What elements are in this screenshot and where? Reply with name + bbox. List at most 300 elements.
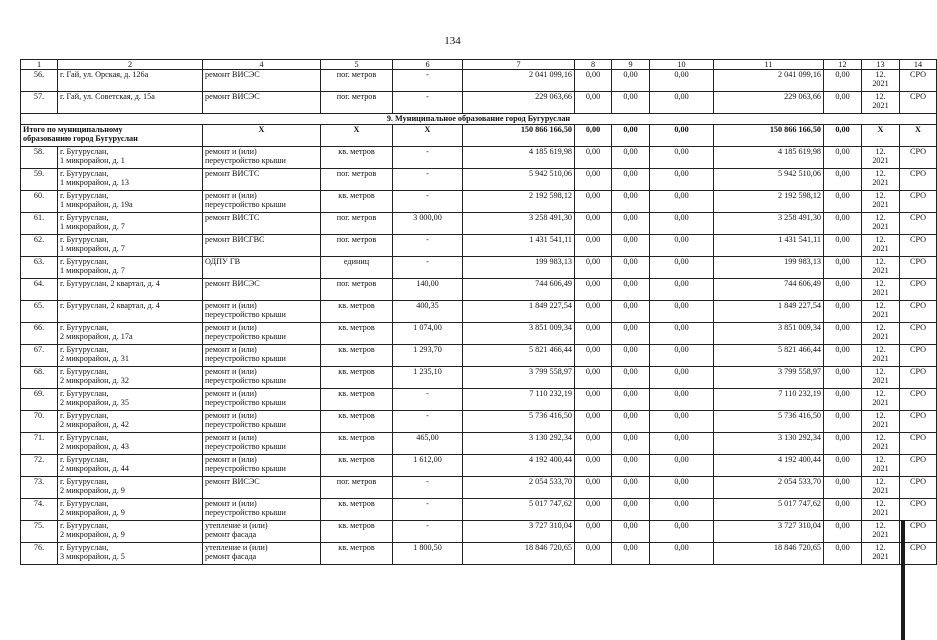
source-cell: СРО [900, 213, 937, 235]
deadline-line: 12. [875, 235, 886, 244]
address-cell [58, 147, 203, 169]
col8-cell: 0,00 [575, 367, 612, 389]
header-cell: 6 [393, 60, 463, 70]
work-type-cell [203, 169, 321, 191]
quantity-cell: - [393, 389, 463, 411]
deadline-line: 2021 [872, 464, 889, 473]
quantity-cell: 465,00 [393, 433, 463, 455]
unit-cell: кв. метров [321, 455, 393, 477]
address-line: г. Бугуруслан, [60, 345, 109, 354]
address-cell [58, 521, 203, 543]
address-cell [58, 213, 203, 235]
table-row [21, 323, 937, 345]
work-type-line: переустройство крыши [205, 156, 286, 165]
col11-cell: 5 821 466,44 [714, 345, 824, 367]
col12-cell: 0,00 [824, 521, 862, 543]
total-cost-cell: 3 258 491,30 [463, 213, 575, 235]
total-cost-cell: 3 727 310,04 [463, 521, 575, 543]
unit-cell: пог. метров [321, 279, 393, 301]
source-cell: СРО [900, 477, 937, 499]
unit-cell: пог. метров [321, 70, 393, 92]
col11-cell: 3 851 009,34 [714, 323, 824, 345]
col12-cell: 0,00 [824, 345, 862, 367]
address-line: г. Бугуруслан, [60, 477, 109, 486]
col9-cell: 0,00 [612, 191, 650, 213]
row-number: 64. [21, 279, 58, 301]
col10-cell: 0,00 [650, 389, 714, 411]
address-line: г. Бугуруслан, [60, 191, 109, 200]
col11-cell: 1 849 227,54 [714, 301, 824, 323]
work-type-line: переустройство крыши [205, 398, 286, 407]
table-row [21, 345, 937, 367]
address-line: г. Бугуруслан, [60, 323, 109, 332]
quantity-cell: - [393, 92, 463, 114]
col8-cell: 0,00 [575, 411, 612, 433]
col12-cell: 0,00 [824, 191, 862, 213]
deadline-cell [862, 70, 900, 92]
source-cell: СРО [900, 279, 937, 301]
source-cell: СРО [900, 191, 937, 213]
deadline-line: 12. [875, 367, 886, 376]
col8-cell: 0,00 [575, 543, 612, 565]
address-line: г. Бугуруслан, [60, 499, 109, 508]
address-cell [58, 345, 203, 367]
col9-cell: 0,00 [612, 543, 650, 565]
col9-cell: 0,00 [612, 323, 650, 345]
deadline-line: 2021 [872, 178, 889, 187]
total-cost-cell: 3 130 292,34 [463, 433, 575, 455]
quantity-cell: - [393, 169, 463, 191]
address-cell [58, 411, 203, 433]
deadline-cell [862, 411, 900, 433]
col10-cell: 0,00 [650, 345, 714, 367]
work-type-line: переустройство крыши [205, 464, 286, 473]
deadline-cell [862, 235, 900, 257]
row-number: 58. [21, 147, 58, 169]
work-type-line: ремонт ВИСЭС [205, 70, 260, 79]
deadline-cell [862, 92, 900, 114]
deadline-line: 12. [875, 279, 886, 288]
col9-cell: 0,00 [612, 92, 650, 114]
total-cost-cell: 5 821 466,44 [463, 345, 575, 367]
deadline-cell [862, 213, 900, 235]
total-cost-cell: 1 849 227,54 [463, 301, 575, 323]
deadline-line: 2021 [872, 486, 889, 495]
header-cell: 14 [900, 60, 937, 70]
address-line: 2 микрорайон, д. 9 [60, 508, 125, 517]
unit-cell: пог. метров [321, 169, 393, 191]
total-cost-cell: 229 063,66 [463, 92, 575, 114]
deadline-line: 12. [875, 70, 886, 79]
address-line: 2 микрорайон, д. 9 [60, 530, 125, 539]
col12-cell: 0,00 [824, 543, 862, 565]
address-line: г. Гай, ул. Орская, д. 126а [60, 70, 149, 79]
quantity-cell: - [393, 477, 463, 499]
source-cell: СРО [900, 411, 937, 433]
col9-cell: 0,00 [612, 345, 650, 367]
work-type-cell [203, 477, 321, 499]
work-type-cell [203, 92, 321, 114]
capital-repair-table [20, 59, 937, 565]
address-cell [58, 279, 203, 301]
col12-cell: 0,00 [824, 213, 862, 235]
col8-cell: 0,00 [575, 345, 612, 367]
deadline-line: 2021 [872, 442, 889, 451]
deadline-line: 2021 [872, 200, 889, 209]
col12-cell: 0,00 [824, 235, 862, 257]
quantity-cell: - [393, 70, 463, 92]
deadline-cell [862, 389, 900, 411]
address-cell [58, 301, 203, 323]
source-cell: СРО [900, 543, 937, 565]
unit-cell: пог. метров [321, 92, 393, 114]
source-cell: СРО [900, 92, 937, 114]
source-cell: СРО [900, 169, 937, 191]
work-type-line: ОДПУ ГВ [205, 257, 241, 266]
work-type-line: ремонт фасада [205, 530, 257, 539]
address-line: г. Бугуруслан, [60, 169, 109, 178]
total-c11: 150 866 166,50 [714, 125, 824, 147]
work-type-cell [203, 301, 321, 323]
address-cell [58, 235, 203, 257]
col9-cell: 0,00 [612, 455, 650, 477]
total-cost-cell: 2 192 598,12 [463, 191, 575, 213]
row-number: 62. [21, 235, 58, 257]
work-type-cell [203, 455, 321, 477]
row-number: 59. [21, 169, 58, 191]
address-cell [58, 169, 203, 191]
work-type-line: переустройство крыши [205, 508, 286, 517]
work-type-line: ремонт и (или) [205, 411, 257, 420]
total-cost-cell: 5 736 416,50 [463, 411, 575, 433]
col9-cell: 0,00 [612, 411, 650, 433]
row-number: 56. [21, 70, 58, 92]
header-cell: 9 [612, 60, 650, 70]
col8-cell: 0,00 [575, 235, 612, 257]
address-cell [58, 477, 203, 499]
row-number: 61. [21, 213, 58, 235]
address-cell [58, 92, 203, 114]
table-row [21, 147, 937, 169]
unit-cell: кв. метров [321, 389, 393, 411]
source-cell: СРО [900, 235, 937, 257]
deadline-line: 2021 [872, 508, 889, 517]
quantity-cell: - [393, 147, 463, 169]
col11-cell: 5 736 416,50 [714, 411, 824, 433]
col9-cell: 0,00 [612, 147, 650, 169]
total-cost-cell: 4 185 619,98 [463, 147, 575, 169]
total-cost-cell: 4 192 400,44 [463, 455, 575, 477]
table-row [21, 92, 937, 114]
total-label-line-1: Итого по муниципальному [23, 125, 123, 134]
row-number: 73. [21, 477, 58, 499]
col12-cell: 0,00 [824, 169, 862, 191]
work-type-line: ремонт и (или) [205, 367, 257, 376]
source-cell: СРО [900, 499, 937, 521]
col11-cell: 2 192 598,12 [714, 191, 824, 213]
address-line: 2 микрорайон, д. 44 [60, 464, 129, 473]
page-number: 134 [444, 35, 461, 47]
unit-cell: пог. метров [321, 477, 393, 499]
address-line: г. Бугуруслан, [60, 389, 109, 398]
deadline-line: 12. [875, 213, 886, 222]
deadline-line: 12. [875, 411, 886, 420]
work-type-cell [203, 235, 321, 257]
deadline-line: 12. [875, 169, 886, 178]
total-sum: 150 866 166,50 [463, 125, 575, 147]
address-cell [58, 257, 203, 279]
address-cell [58, 543, 203, 565]
deadline-line: 12. [875, 521, 886, 530]
header-cell: 10 [650, 60, 714, 70]
address-line: г. Бугуруслан, [60, 543, 109, 552]
deadline-line: 12. [875, 477, 886, 486]
deadline-line: 2021 [872, 288, 889, 297]
address-line: г. Бугуруслан, 2 квартал, д. 4 [60, 279, 160, 288]
unit-cell: пог. метров [321, 213, 393, 235]
col10-cell: 0,00 [650, 92, 714, 114]
table-row [21, 389, 937, 411]
col9-cell: 0,00 [612, 257, 650, 279]
work-type-line: ремонт ВИСЭС [205, 477, 260, 486]
deadline-line: 2021 [872, 101, 889, 110]
col12-cell: 0,00 [824, 433, 862, 455]
col9-cell: 0,00 [612, 389, 650, 411]
quantity-cell: - [393, 191, 463, 213]
deadline-cell [862, 169, 900, 191]
col9-cell: 0,00 [612, 213, 650, 235]
unit-cell: кв. метров [321, 411, 393, 433]
col10-cell: 0,00 [650, 521, 714, 543]
deadline-line: 12. [875, 345, 886, 354]
address-line: 3 микрорайон, д. 5 [60, 552, 125, 561]
deadline-cell [862, 455, 900, 477]
address-cell [58, 433, 203, 455]
unit-cell: кв. метров [321, 323, 393, 345]
col12-cell: 0,00 [824, 301, 862, 323]
table-row [21, 477, 937, 499]
col9-cell: 0,00 [612, 235, 650, 257]
address-line: г. Бугуруслан, [60, 213, 109, 222]
col11-cell: 3 258 491,30 [714, 213, 824, 235]
row-number: 65. [21, 301, 58, 323]
deadline-line: 12. [875, 191, 886, 200]
total-cost-cell: 2 054 533,70 [463, 477, 575, 499]
work-type-line: ремонт и (или) [205, 323, 257, 332]
deadline-line: 2021 [872, 244, 889, 253]
unit-cell: кв. метров [321, 191, 393, 213]
col8-cell: 0,00 [575, 301, 612, 323]
col10-cell: 0,00 [650, 367, 714, 389]
deadline-line: 12. [875, 389, 886, 398]
quantity-cell: - [393, 521, 463, 543]
col8-cell: 0,00 [575, 499, 612, 521]
row-number: 75. [21, 521, 58, 543]
work-type-line: ремонт и (или) [205, 191, 257, 200]
work-type-line: переустройство крыши [205, 442, 286, 451]
deadline-cell [862, 543, 900, 565]
address-line: г. Бугуруслан, [60, 257, 109, 266]
quantity-cell: 1 293,70 [393, 345, 463, 367]
total-label-line-2: образованию город Бугуруслан [23, 134, 138, 143]
address-line: г. Бугуруслан, [60, 367, 109, 376]
col11-cell: 7 110 232,19 [714, 389, 824, 411]
deadline-line: 2021 [872, 222, 889, 231]
col12-cell: 0,00 [824, 367, 862, 389]
header-cell: 7 [463, 60, 575, 70]
col10-cell: 0,00 [650, 279, 714, 301]
row-number: 70. [21, 411, 58, 433]
quantity-cell: 1 612,00 [393, 455, 463, 477]
total-qty: X [393, 125, 463, 147]
col12-cell: 0,00 [824, 92, 862, 114]
rows-before-section [21, 70, 937, 114]
address-line: г. Гай, ул. Советская, д. 15а [60, 92, 155, 101]
row-number: 57. [21, 92, 58, 114]
table-row [21, 433, 937, 455]
deadline-cell [862, 191, 900, 213]
quantity-cell: 140,00 [393, 279, 463, 301]
col8-cell: 0,00 [575, 70, 612, 92]
work-type-line: ремонт фасада [205, 552, 257, 561]
section-block [21, 114, 937, 147]
address-line: 2 микрорайон, д. 35 [60, 398, 129, 407]
col12-cell: 0,00 [824, 279, 862, 301]
deadline-line: 12. [875, 301, 886, 310]
total-cost-cell: 3 799 558,97 [463, 367, 575, 389]
deadline-line: 2021 [872, 354, 889, 363]
work-type-line: утепление и (или) [205, 543, 268, 552]
source-cell: СРО [900, 257, 937, 279]
table-row [21, 279, 937, 301]
col9-cell: 0,00 [612, 433, 650, 455]
total-c12: 0,00 [824, 125, 862, 147]
work-type-cell [203, 543, 321, 565]
total-c13: X [862, 125, 900, 147]
total-cost-cell: 7 110 232,19 [463, 389, 575, 411]
deadline-line: 2021 [872, 79, 889, 88]
col9-cell: 0,00 [612, 367, 650, 389]
header-cell: 13 [862, 60, 900, 70]
col9-cell: 0,00 [612, 301, 650, 323]
address-line: 2 микрорайон, д. 32 [60, 376, 129, 385]
work-type-line: ремонт и (или) [205, 345, 257, 354]
total-cost-cell: 744 606,49 [463, 279, 575, 301]
unit-cell: единиц [321, 257, 393, 279]
source-cell: СРО [900, 323, 937, 345]
col11-cell: 3 130 292,34 [714, 433, 824, 455]
col10-cell: 0,00 [650, 169, 714, 191]
deadline-line: 12. [875, 323, 886, 332]
col11-cell: 5 017 747,62 [714, 499, 824, 521]
header-row [21, 60, 937, 70]
col8-cell: 0,00 [575, 169, 612, 191]
unit-cell: кв. метров [321, 543, 393, 565]
deadline-line: 12. [875, 543, 886, 552]
col8-cell: 0,00 [575, 433, 612, 455]
deadline-line: 2021 [872, 156, 889, 165]
work-type-line: переустройство крыши [205, 332, 286, 341]
address-cell [58, 191, 203, 213]
col9-cell: 0,00 [612, 279, 650, 301]
deadline-line: 2021 [872, 530, 889, 539]
col8-cell: 0,00 [575, 455, 612, 477]
scan-edge-shadow [901, 520, 905, 640]
deadline-cell [862, 279, 900, 301]
col8-cell: 0,00 [575, 477, 612, 499]
table-row [21, 543, 937, 565]
deadline-line: 12. [875, 257, 886, 266]
col10-cell: 0,00 [650, 411, 714, 433]
source-cell: СРО [900, 301, 937, 323]
table-row [21, 521, 937, 543]
col10-cell: 0,00 [650, 477, 714, 499]
col12-cell: 0,00 [824, 389, 862, 411]
table-row [21, 191, 937, 213]
deadline-cell [862, 323, 900, 345]
col10-cell: 0,00 [650, 147, 714, 169]
col11-cell: 2 041 099,16 [714, 70, 824, 92]
source-cell: СРО [900, 521, 937, 543]
deadline-line: 2021 [872, 332, 889, 341]
col8-cell: 0,00 [575, 213, 612, 235]
table-row [21, 235, 937, 257]
address-line: г. Бугуруслан, 2 квартал, д. 4 [60, 301, 160, 310]
address-line: г. Бугуруслан, [60, 235, 109, 244]
work-type-cell [203, 499, 321, 521]
table-row [21, 301, 937, 323]
work-type-cell [203, 70, 321, 92]
unit-cell: пог. метров [321, 235, 393, 257]
row-number: 72. [21, 455, 58, 477]
col9-cell: 0,00 [612, 70, 650, 92]
deadline-line: 12. [875, 499, 886, 508]
col11-cell: 3 727 310,04 [714, 521, 824, 543]
col10-cell: 0,00 [650, 301, 714, 323]
source-cell: СРО [900, 147, 937, 169]
col9-cell: 0,00 [612, 499, 650, 521]
deadline-line: 2021 [872, 420, 889, 429]
rows-after-section [21, 147, 937, 565]
quantity-cell: - [393, 235, 463, 257]
address-line: 1 микрорайон, д. 7 [60, 244, 125, 253]
total-cost-cell: 5 017 747,62 [463, 499, 575, 521]
source-cell: СРО [900, 367, 937, 389]
header-cell: 5 [321, 60, 393, 70]
table-row [21, 70, 937, 92]
source-cell: СРО [900, 389, 937, 411]
work-type-cell [203, 191, 321, 213]
row-number: 74. [21, 499, 58, 521]
col8-cell: 0,00 [575, 191, 612, 213]
address-line: 1 микрорайон, д. 1 [60, 156, 125, 165]
deadline-cell [862, 367, 900, 389]
address-line: 1 микрорайон, д. 7 [60, 266, 125, 275]
table-row [21, 455, 937, 477]
deadline-cell [862, 147, 900, 169]
work-type-line: ремонт ВИСЭС [205, 92, 260, 101]
address-line: г. Бугуруслан, [60, 433, 109, 442]
address-line: 1 микрорайон, д. 13 [60, 178, 129, 187]
deadline-line: 12. [875, 147, 886, 156]
col8-cell: 0,00 [575, 279, 612, 301]
col11-cell: 3 799 558,97 [714, 367, 824, 389]
work-type-cell [203, 323, 321, 345]
work-type-line: ремонт ВИСГВС [205, 235, 265, 244]
row-number: 63. [21, 257, 58, 279]
total-cost-cell: 18 846 720,65 [463, 543, 575, 565]
work-type-line: переустройство крыши [205, 376, 286, 385]
